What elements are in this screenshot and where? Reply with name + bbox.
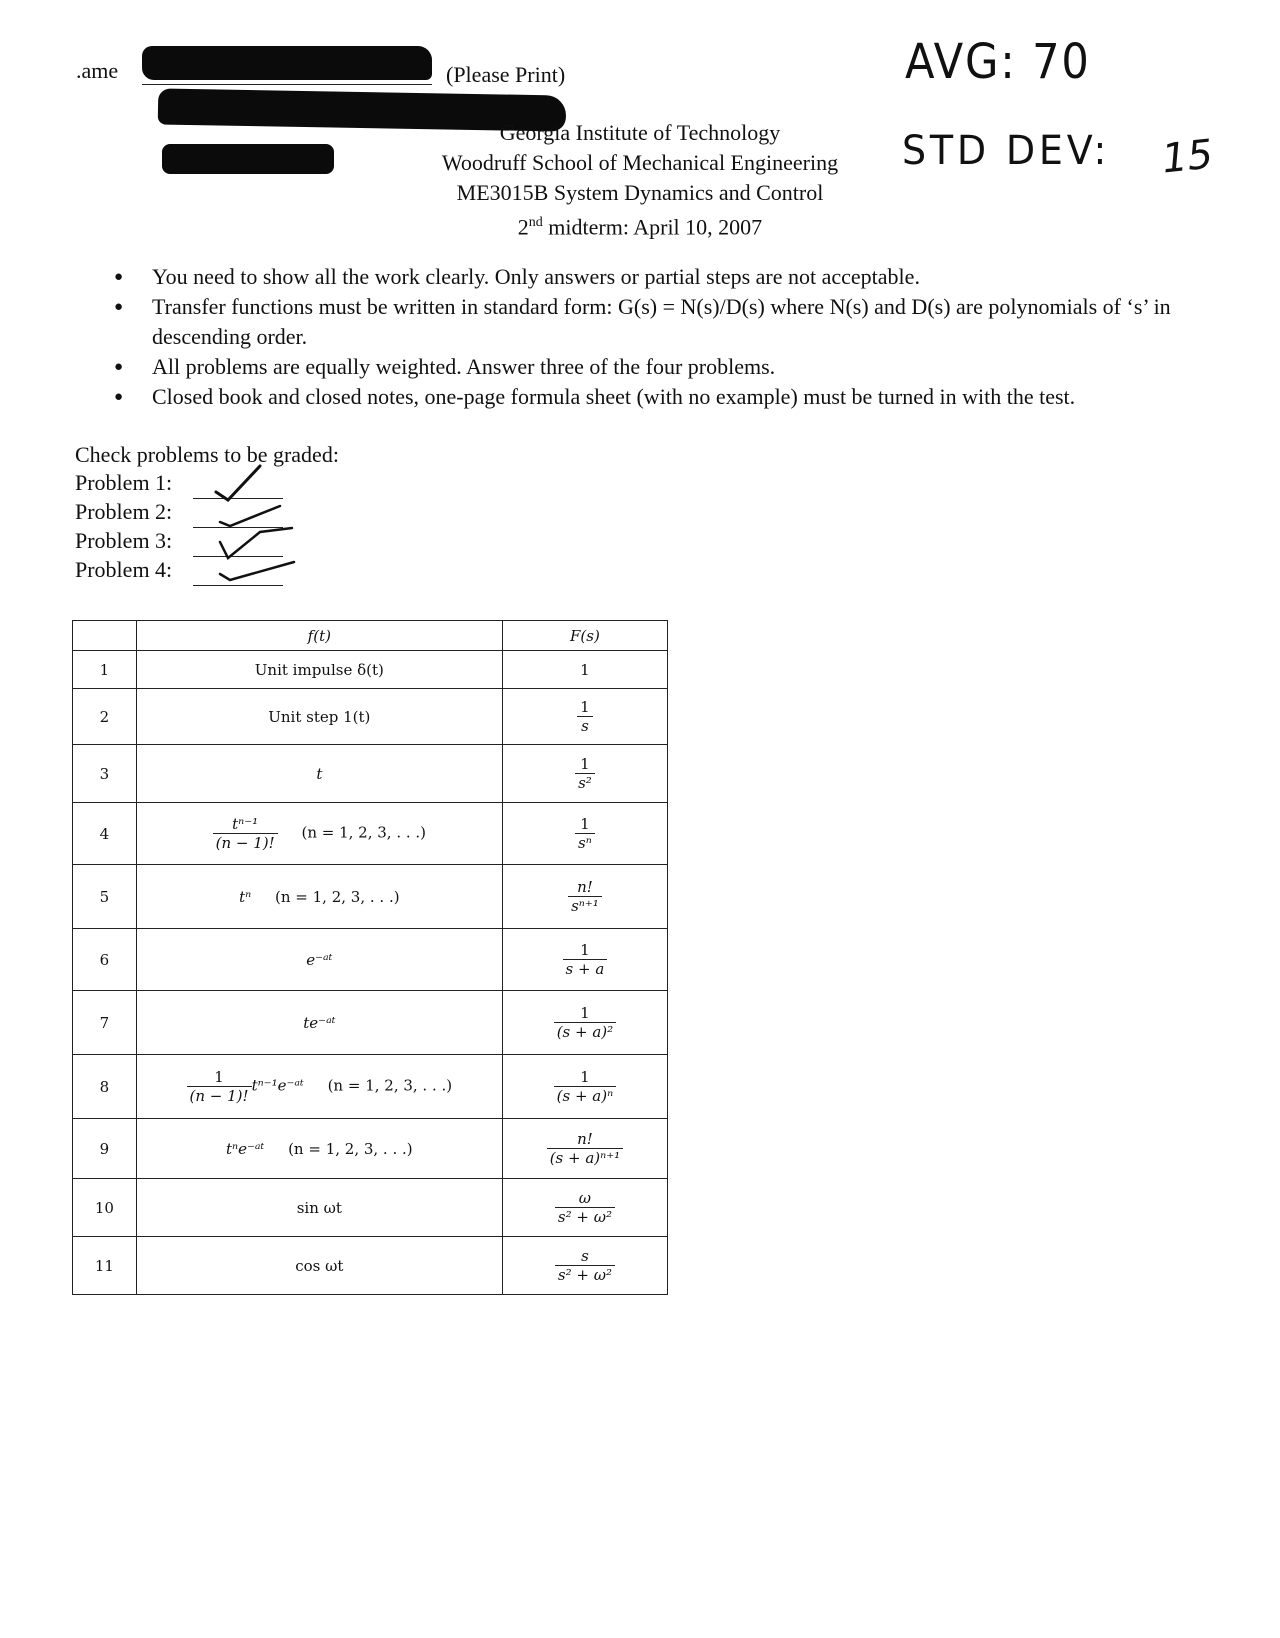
- time-function: tⁿe⁻ᵃᵗ (n = 1, 2, 3, . . .): [136, 1119, 502, 1179]
- time-function: $\frac{1}{(n - 1)!}$ tⁿ⁻¹e⁻ᵃᵗ (n = 1, 2, 3, . . .): [136, 1055, 502, 1119]
- problem-4-label: Problem 4:: [75, 557, 173, 582]
- problem-2-label: Problem 2:: [75, 499, 173, 524]
- name-label: .ame: [76, 58, 119, 83]
- laplace-function: $\frac{n!}{\text{(s + a)ⁿ⁺¹}}$: [502, 1119, 667, 1179]
- table-row: [73, 745, 668, 803]
- table-row: [73, 803, 668, 865]
- table-header-cell: F(s): [502, 621, 667, 651]
- row-number: 6: [73, 929, 137, 991]
- row-number: 8: [73, 1055, 137, 1119]
- row-number: 10: [73, 1179, 137, 1237]
- time-function: te⁻ᵃᵗ: [136, 991, 502, 1055]
- handwritten-std-label: STD DEV:: [902, 128, 1111, 174]
- problem-3-label: Problem 3:: [75, 528, 173, 553]
- name-field-line: [142, 84, 432, 85]
- check-mark-icon: [220, 562, 294, 580]
- row-number: 9: [73, 1119, 137, 1179]
- table-row: [73, 689, 668, 745]
- row-number: 7: [73, 991, 137, 1055]
- instruction-item: ● Closed book and closed notes, one-page formula sheet (with no example) must be turned in with the test.: [110, 382, 1250, 412]
- time-function: tⁿ (n = 1, 2, 3, . . .): [136, 865, 502, 929]
- instruction-item: ● Transfer functions must be written in standard form: G(s) = N(s)/D(s) where N(s) and D(s) are polynomials of ‘s’ in descending order.: [110, 292, 1250, 352]
- row-number: 1: [73, 651, 137, 689]
- grading-title: Check problems to be graded:: [75, 442, 339, 467]
- laplace-function: $\frac{1}{\text{(s + a)ⁿ}}$: [502, 1055, 667, 1119]
- row-number: 3: [73, 745, 137, 803]
- check-mark-icon: [216, 466, 260, 500]
- table-header-cell: [73, 621, 137, 651]
- laplace-function: $\frac{1}{s}$: [502, 689, 667, 745]
- laplace-function: $\frac{s}{\text{s² + ω²}}$: [502, 1237, 667, 1295]
- time-function: e⁻ᵃᵗ: [136, 929, 502, 991]
- problem-1-label: Problem 1:: [75, 470, 173, 495]
- table-row: [73, 865, 668, 929]
- row-number: 2: [73, 689, 137, 745]
- laplace-function: $\frac{1}{\text{sⁿ}}$: [502, 803, 667, 865]
- table-row: [73, 1055, 668, 1119]
- institution-name: Georgia Institute of Technology: [499, 120, 781, 145]
- instructions-list: [110, 262, 1250, 412]
- row-number: 11: [73, 1237, 137, 1295]
- table-row: [73, 1179, 668, 1237]
- table-row: [73, 1119, 668, 1179]
- time-function: sin ωt: [136, 1179, 502, 1237]
- check-mark-icon: [220, 528, 292, 558]
- row-number: 5: [73, 865, 137, 929]
- time-function: t: [136, 745, 502, 803]
- table-header-cell: f(t): [136, 621, 502, 651]
- laplace-function: $\frac{1}{\text{(s + a)²}}$: [502, 991, 667, 1055]
- course-title: ME3015B System Dynamics and Control: [456, 180, 824, 205]
- table-row: [73, 929, 668, 991]
- time-function: $\frac{\text{tⁿ⁻¹}}{(n - 1)!}$ (n = 1, 2, 3, . . .): [136, 803, 502, 865]
- table-row: [73, 1237, 668, 1295]
- laplace-function: $\frac{\omega}{\text{s² + ω²}}$: [502, 1179, 667, 1237]
- laplace-function: $\frac{1}{\text{s²}}$: [502, 745, 667, 803]
- laplace-function: $\frac{n!}{\text{sⁿ⁺¹}}$: [502, 865, 667, 929]
- table-header-row: [73, 621, 668, 651]
- time-function: Unit step 1(t): [136, 689, 502, 745]
- please-print-label: (Please Print): [446, 62, 566, 87]
- laplace-function: $\frac{1}{s + a}$: [502, 929, 667, 991]
- table-row: [73, 991, 668, 1055]
- row-number: 4: [73, 803, 137, 865]
- redacted-name-bottom: [162, 144, 334, 174]
- redacted-name-top: [142, 46, 432, 80]
- table-row: [73, 651, 668, 689]
- school-name: Woodruff School of Mechanical Engineering: [441, 150, 839, 175]
- time-function: cos ωt: [136, 1237, 502, 1295]
- check-marks: [210, 462, 300, 592]
- time-function: Unit impulse δ(t): [136, 651, 502, 689]
- exam-date: 2nd midterm: April 10, 2007: [517, 214, 763, 240]
- laplace-transform-table: [72, 620, 668, 1295]
- laplace-function: 1: [502, 651, 667, 689]
- check-mark-icon: [220, 506, 280, 526]
- course-header: [380, 118, 900, 242]
- handwritten-average: AVG: 70: [905, 34, 1091, 90]
- instruction-item: ● All problems are equally weighted. Answer three of the four problems.: [110, 352, 1250, 382]
- handwritten-std-value: 15: [1159, 131, 1216, 183]
- instruction-item: ● You need to show all the work clearly. Only answers or partial steps are not acceptable.: [110, 262, 1250, 292]
